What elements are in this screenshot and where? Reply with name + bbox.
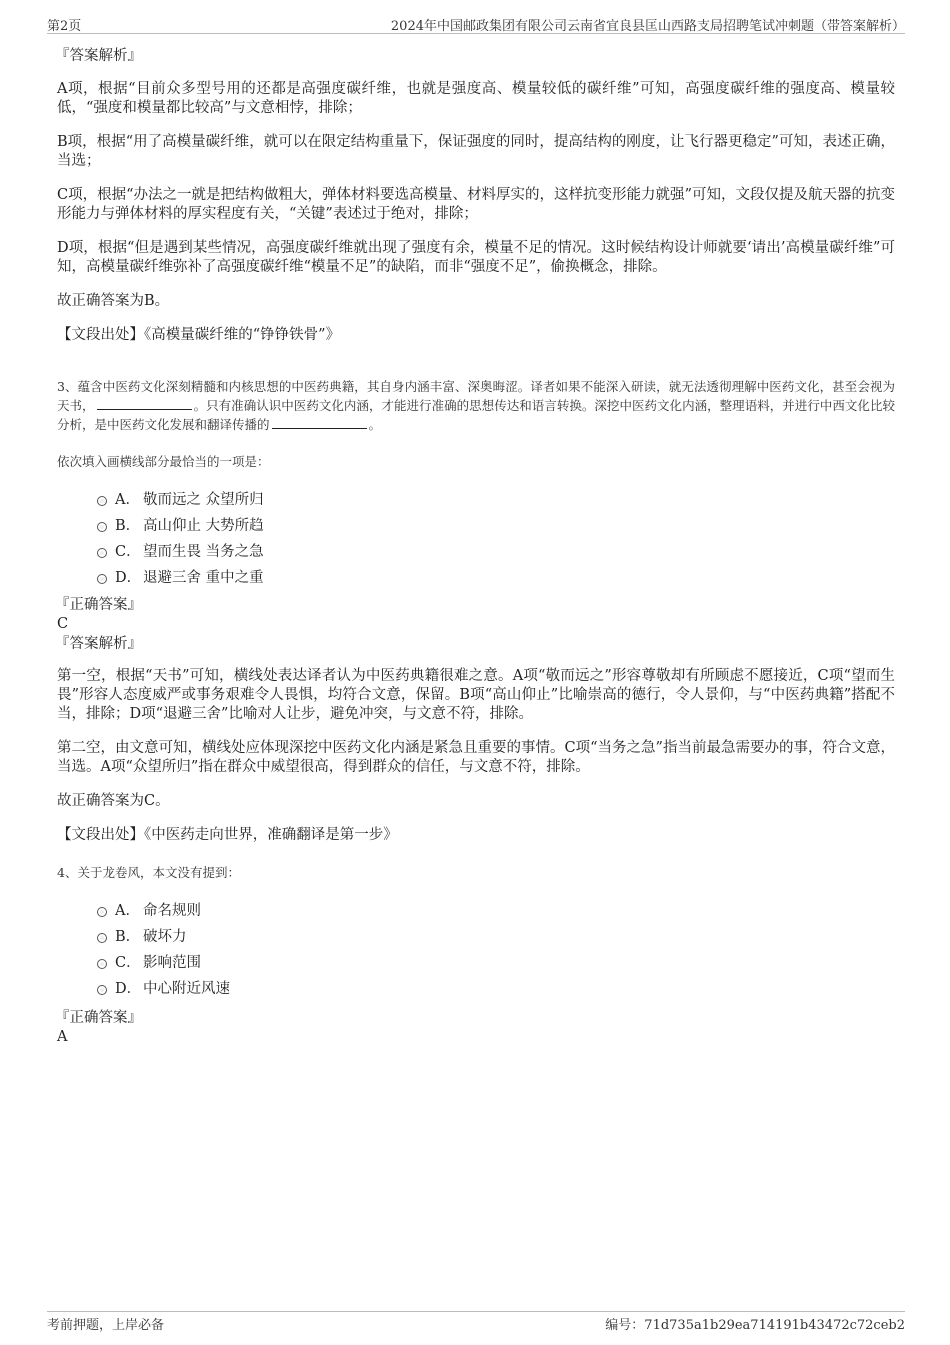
analysis-paragraph: 第二空，由文意可知，横线处应体现深挖中医药文化内涵是紧急且重要的事情。C项“当务之急”指当前最急需要办的事，符合文意，当选。A项“众望所归”指在群众中威望很高，得到群众的信任，与文意不符，排除。 <box>57 740 895 775</box>
option-a[interactable]: A． 命名规则 <box>57 898 895 924</box>
option-d[interactable]: D． 退避三舍 重中之重 <box>57 565 895 591</box>
radio-icon[interactable] <box>97 548 107 558</box>
analysis-paragraph: B项，根据“用了高模量碳纤维，就可以在限定结构重量下，保证强度的同时，提高结构的刚度，让飞行器更稳定”可知，表述正确，当选； <box>57 134 895 169</box>
correct-answer-statement: 故正确答案为C。 <box>57 793 170 809</box>
radio-icon[interactable] <box>97 907 107 917</box>
option-list <box>57 898 895 1002</box>
analysis-paragraph: C项，根据“办法之一就是把结构做粗大，弹体材料要选高模量、材料厚实的，这样抗变形能力就强”可知，文段仅提及航天器的抗变形能力与弹体材料的厚实程度有关，“关键”表述过于绝对，排除； <box>57 187 895 222</box>
correct-answer-statement: 故正确答案为B。 <box>57 293 170 309</box>
correct-answer-value: C <box>57 616 69 632</box>
question-stem: 3、蕴含中医药文化深刻精髓和内核思想的中医药典籍，其自身内涵丰富、深奥晦涩。译者如果不能深入研读，就无法透彻理解中医药文化，甚至会视为天书， 。只有准确认识中医药文化内涵，才能进行准确的思想传达和语言转换。深挖中医药文化内涵，整理语料，并进行中西文化比较分析，是中医药文化发展和翻译传播的 。 <box>57 379 895 432</box>
option-d[interactable]: D． 中心附近风速 <box>57 976 895 1002</box>
source-citation: 【文段出处】《中医药走向世界，准确翻译是第一步》 <box>57 827 398 843</box>
analysis-paragraph: D项，根据“但是遇到某些情况，高强度碳纤维就出现了强度有余，模量不足的情况。这时候结构设计师就要‘请出’高模量碳纤维”可知，高模量碳纤维弥补了高强度碳纤维“模量不足”的缺陷，而非“强度不足”，偷换概念，排除。 <box>57 240 895 275</box>
main-content <box>57 46 895 1047</box>
fill-blank <box>97 398 192 410</box>
correct-answer-label: 『正确答案』 <box>55 597 142 613</box>
radio-icon[interactable] <box>97 933 107 943</box>
fill-blank <box>272 417 367 429</box>
option-a[interactable]: A． 敬而远之 众望所归 <box>57 487 895 513</box>
analysis-paragraph: A项，根据“目前众多型号用的还都是高强度碳纤维，也就是强度高、模量较低的碳纤维”可知，高强度碳纤维的强度高、模量较低，“强度和模量都比较高”与文意相悖，排除； <box>57 81 895 116</box>
analysis-paragraph: 第一空，根据“天书”可知，横线处表达译者认为中医药典籍很难之意。A项“敬而远之”形容尊敬却有所顾虑不愿接近，C项“望而生畏”形容人态度威严或事务艰难令人畏惧，均符合文意，保留。B项“高山仰止”比喻崇高的德行，令人景仰，与“中医药典籍”搭配不当，排除；D项“退避三舍”比喻对人让步，避免冲突，与文意不符，排除。 <box>57 668 895 722</box>
source-citation: 【文段出处】《高模量碳纤维的“铮铮铁骨”》 <box>57 327 341 343</box>
correct-answer-value: A <box>57 1029 68 1045</box>
page-number: 第2页 <box>47 19 82 34</box>
footer-slogan: 考前押题，上岸必备 <box>47 1318 165 1333</box>
option-list <box>57 487 895 591</box>
page-header <box>47 13 905 34</box>
answer-analysis-label: 『答案解析』 <box>55 636 142 652</box>
question-prompt: 依次填入画横线部分最恰当的一项是： <box>57 454 270 469</box>
option-b[interactable]: B． 破坏力 <box>57 924 895 950</box>
option-b[interactable]: B． 高山仰止 大势所趋 <box>57 513 895 539</box>
option-c[interactable]: C． 影响范围 <box>57 950 895 976</box>
radio-icon[interactable] <box>97 985 107 995</box>
radio-icon[interactable] <box>97 959 107 969</box>
radio-icon[interactable] <box>97 574 107 584</box>
question-stem: 4、关于龙卷风，本文没有提到： <box>57 865 240 880</box>
radio-icon[interactable] <box>97 522 107 532</box>
page-footer <box>47 1311 905 1336</box>
correct-answer-label: 『正确答案』 <box>55 1010 142 1026</box>
radio-icon[interactable] <box>97 496 107 506</box>
answer-analysis-label: 『答案解析』 <box>55 48 142 64</box>
document-id: 编号：71d735a1b29ea714191b43472c72ceb2 <box>605 1318 905 1333</box>
document-title: 2024年中国邮政集团有限公司云南省宜良县匡山西路支局招聘笔试冲刺题（带答案解析） <box>390 19 905 34</box>
option-c[interactable]: C． 望而生畏 当务之急 <box>57 539 895 565</box>
